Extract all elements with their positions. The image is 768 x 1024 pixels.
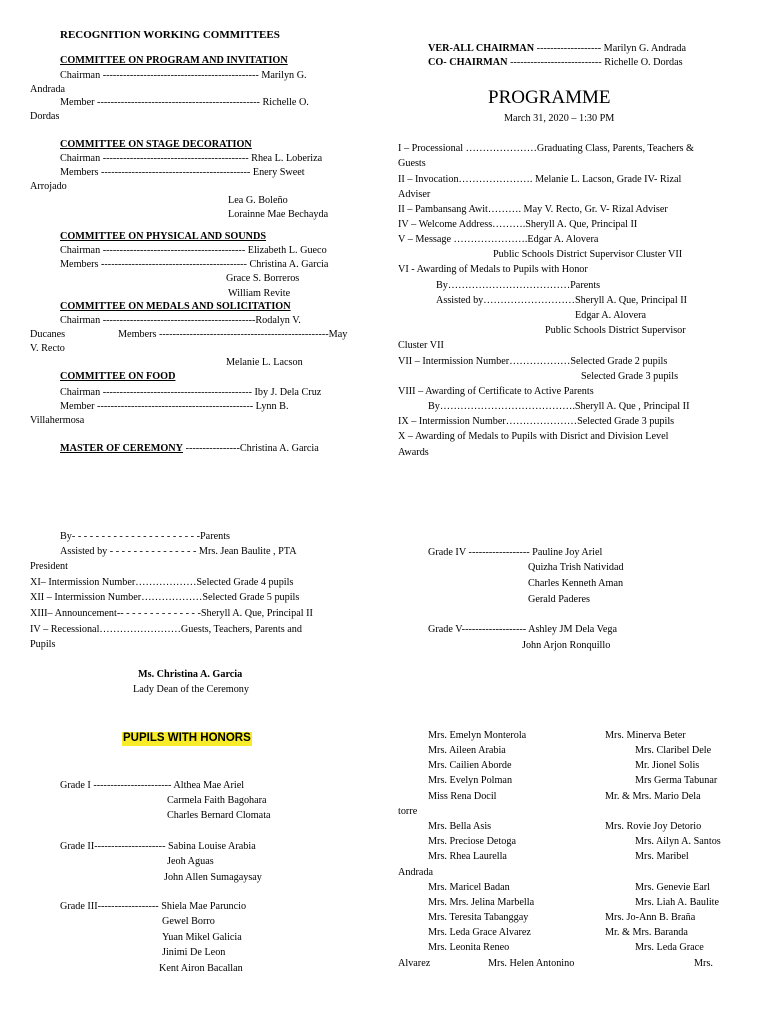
grade-3-line: Grade III------------------ Shiela Mae Paruncio — [60, 901, 247, 912]
programme-item: Pupils — [30, 639, 56, 650]
honor-name: Gerald Paderes — [528, 594, 590, 605]
co-chairman-label: CO- CHAIRMAN — [428, 57, 508, 68]
parent-name: Mrs. Leda Grace Alvarez — [428, 927, 531, 938]
overall-chairman-label: VER-ALL CHAIRMAN — [428, 43, 535, 54]
master-of-ceremony — [60, 444, 319, 454]
parent-name: Mrs. Bella Asis — [428, 821, 492, 832]
overall-chairman — [428, 44, 686, 54]
programme-item: Edgar A. Alovera — [575, 310, 647, 321]
programme-item: President — [30, 561, 68, 572]
lady-dean-title: Lady Dean of the Ceremony — [133, 684, 249, 695]
parent-name: Miss Rena Docil — [428, 791, 497, 802]
parent-name: Mrs. Emelyn Monterola — [428, 730, 527, 741]
parent-name: Mr. Jionel Solis — [635, 760, 700, 771]
honors-title: PUPILS WITH HONORS — [123, 732, 251, 744]
program-chairman-cont: Andrada — [30, 84, 66, 95]
honor-name: Jeoh Aguas — [167, 856, 214, 867]
committees-title: RECOGNITION WORKING COMMITTEES — [60, 29, 280, 41]
physical-members: Members ------------------------------------------- Christina A. Garcia — [60, 259, 329, 270]
programme-item: IV – Welcome Address……….Sheryll A. Que, Principal II — [398, 219, 638, 230]
programme-item: Guests — [398, 158, 426, 169]
food-chairman: Chairman -------------------------------------------- Iby J. Dela Cruz — [60, 387, 322, 398]
honor-name: Charles Bernard Clomata — [167, 810, 271, 821]
honor-name: Gewel Borro — [162, 916, 215, 927]
medals-chairman-cont: Ducanes — [30, 329, 66, 340]
honor-name: Carmela Faith Bagohara — [167, 795, 267, 806]
food-member-cont: Villahermosa — [30, 415, 85, 426]
parent-name: Mrs. Rovie Joy Detorio — [605, 821, 702, 832]
grade-2-line: Grade II--------------------- Sabina Louise Arabia — [60, 841, 256, 852]
programme-item: By………………………………Parents — [436, 280, 601, 291]
medals-committee-heading: COMMITTEE ON MEDALS AND SOLICITATION — [60, 301, 291, 312]
physical-member-name: Grace S. Borreros — [226, 273, 300, 284]
programme-item: Public Schools District Supervisor — [545, 325, 686, 336]
grade-1-line: Grade I ----------------------- Althea Mae Ariel — [60, 780, 245, 791]
parent-name: Mrs. Leonita Reneo — [428, 942, 510, 953]
food-member: Member ---------------------------------------------- Lynn B. — [60, 401, 289, 412]
parent-name: Mrs. Mrs. Jelina Marbella — [428, 897, 535, 908]
programme-item: XIII– Announcement-- - - - - - - - - - - - - -Sheryll A. Que, Principal II — [30, 608, 313, 619]
medals-members-cont: V. Recto — [30, 343, 65, 354]
overall-chairman-name: ------------------- Marilyn G. Andrada — [534, 43, 687, 54]
stage-member-name: Lorainne Mae Bechayda — [228, 209, 329, 220]
mc-label: MASTER OF CEREMONY — [60, 443, 184, 454]
parent-name: Mrs. Aileen Arabia — [428, 745, 506, 756]
parent-name-cont: Andrada — [398, 867, 434, 878]
program-chairman: Chairman ---------------------------------------------- Marilyn G. — [60, 70, 307, 81]
stage-member-name: Lea G. Boleño — [228, 195, 288, 206]
programme-item: Assisted by - - - - - - - - - - - - - - - Mrs. Jean Baulite , PTA — [60, 546, 297, 557]
stage-committee-heading: COMMITTEE ON STAGE DECORATION — [60, 139, 252, 150]
parent-name: Mrs. Ailyn A. Santos — [635, 836, 721, 847]
programme-date: March 31, 2020 – 1:30 PM — [504, 113, 615, 124]
medals-chairman: Chairman ---------------------------------------------Rodalyn V. — [60, 315, 301, 326]
parent-name: Mrs. Preciose Detoga — [428, 836, 516, 847]
parent-name: Mrs. Leda Grace — [635, 942, 704, 953]
parent-name: Mr. & Mrs. Baranda — [605, 927, 688, 938]
honor-name: Jinimi De Leon — [162, 947, 226, 958]
parent-name: Mrs. Genevie Earl — [635, 882, 710, 893]
parent-name: Mrs. Evelyn Polman — [428, 775, 513, 786]
programme-title: PROGRAMME — [488, 87, 611, 108]
programme-item: Awards — [398, 447, 429, 458]
program-member: Member ------------------------------------------------ Richelle O. — [60, 97, 309, 108]
programme-item: Assisted by………………………Sheryll A. Que, Principal II — [436, 295, 687, 306]
parent-name: Mrs. Minerva Beter — [605, 730, 686, 741]
stage-members: Members -------------------------------------------- Enery Sweet — [60, 167, 305, 178]
parent-name: Mrs. Jo-Ann B. Braña — [605, 912, 696, 923]
mc-name: ----------------Christina A. Garcia — [183, 443, 319, 454]
parent-name-cont: Alvarez — [398, 958, 431, 969]
programme-item: VI - Awarding of Medals to Pupils with Honor — [398, 264, 588, 275]
programme-item: XII – Intermission Number………………Selected Grade 5 pupils — [30, 592, 300, 603]
programme-item: II – Pambansang Awit………. May V. Recto, Gr. V- Rizal Adviser — [398, 204, 668, 215]
programme-item: I – Processional …………………Graduating Class, Parents, Teachers & — [398, 143, 694, 154]
programme-item: By………………………………….Sheryll A. Que , Principal II — [428, 401, 690, 412]
parent-name: Mrs. Rhea Laurella — [428, 851, 507, 862]
parent-name: Mrs. — [694, 958, 713, 969]
lady-dean-name: Ms. Christina A. Garcia — [138, 669, 243, 680]
programme-item: XI– Intermission Number………………Selected Grade 4 pupils — [30, 577, 294, 588]
programme-item: IV – Recessional……………………Guests, Teachers, Parents and — [30, 624, 302, 635]
honor-name: Kent Airon Bacallan — [159, 963, 243, 974]
co-chairman-name: --------------------------- Richelle O. Dordas — [507, 57, 683, 68]
parent-name: Mr. & Mrs. Mario Dela — [605, 791, 701, 802]
programme-item: VII – Intermission Number………………Selected Grade 2 pupils — [398, 356, 668, 367]
stage-members-cont: Arrojado — [30, 181, 67, 192]
honor-name: John Allen Sumagaysay — [164, 872, 262, 883]
program-committee-heading: COMMITTEE ON PROGRAM AND INVITATION — [60, 55, 288, 66]
programme-item: By- - - - - - - - - - - - - - - - - - - - - -Parents — [60, 531, 230, 542]
parent-name: Mrs. Helen Antonino — [488, 958, 575, 969]
parent-name: Mrs. Liah A. Baulite — [635, 897, 720, 908]
honor-name: John Arjon Ronquillo — [522, 640, 611, 651]
stage-chairman: Chairman ------------------------------------------- Rhea L. Loberiza — [60, 153, 323, 164]
parent-name: Mrs. Teresita Tabanggay — [428, 912, 529, 923]
parent-name: Mrs. Maribel — [635, 851, 689, 862]
programme-item: IX – Intermission Number…………………Selected Grade 3 pupils — [398, 416, 675, 427]
parent-name: Mrs. Cailien Aborde — [428, 760, 512, 771]
honor-name: Charles Kenneth Aman — [528, 578, 624, 589]
food-committee-heading: COMMITTEE ON FOOD — [60, 371, 176, 382]
physical-committee-heading: COMMITTEE ON PHYSICAL AND SOUNDS — [60, 231, 267, 242]
parent-name: Mrs Germa Tabunar — [635, 775, 718, 786]
grade-5-line: Grade V------------------- Ashley JM Dela Vega — [428, 624, 618, 635]
medals-members: Members --------------------------------------------------May — [118, 329, 348, 340]
parent-name: Mrs. Claribel Dele — [635, 745, 712, 756]
honor-name: Yuan Mikel Galicia — [162, 932, 242, 943]
honor-name: Quizha Trish Natividad — [528, 562, 624, 573]
programme-item: Adviser — [398, 189, 431, 200]
medals-member-name: Melanie L. Lacson — [226, 357, 303, 368]
parent-name: Mrs. Maricel Badan — [428, 882, 510, 893]
programme-item: Selected Grade 3 pupils — [581, 371, 679, 382]
programme-item: II – Invocation…………………. Melanie L. Lacson, Grade IV- Rizal — [398, 174, 682, 185]
programme-item: Public Schools District Supervisor Cluster VII — [493, 249, 683, 260]
physical-chairman: Chairman ------------------------------------------ Elizabeth L. Gueco — [60, 245, 327, 256]
parent-name-cont: torre — [398, 806, 418, 817]
programme-item: VIII – Awarding of Certificate to Active Parents — [398, 386, 594, 397]
grade-4-line: Grade IV ------------------ Pauline Joy Ariel — [428, 547, 603, 558]
programme-item: V – Message ………………….Edgar A. Alovera — [398, 234, 599, 245]
programme-item: Cluster VII — [398, 340, 444, 351]
program-member-cont: Dordas — [30, 111, 60, 122]
programme-item: X – Awarding of Medals to Pupils with Disrict and Division Level — [398, 431, 669, 442]
physical-member-name: William Revite — [228, 288, 291, 299]
co-chairman — [428, 58, 683, 68]
